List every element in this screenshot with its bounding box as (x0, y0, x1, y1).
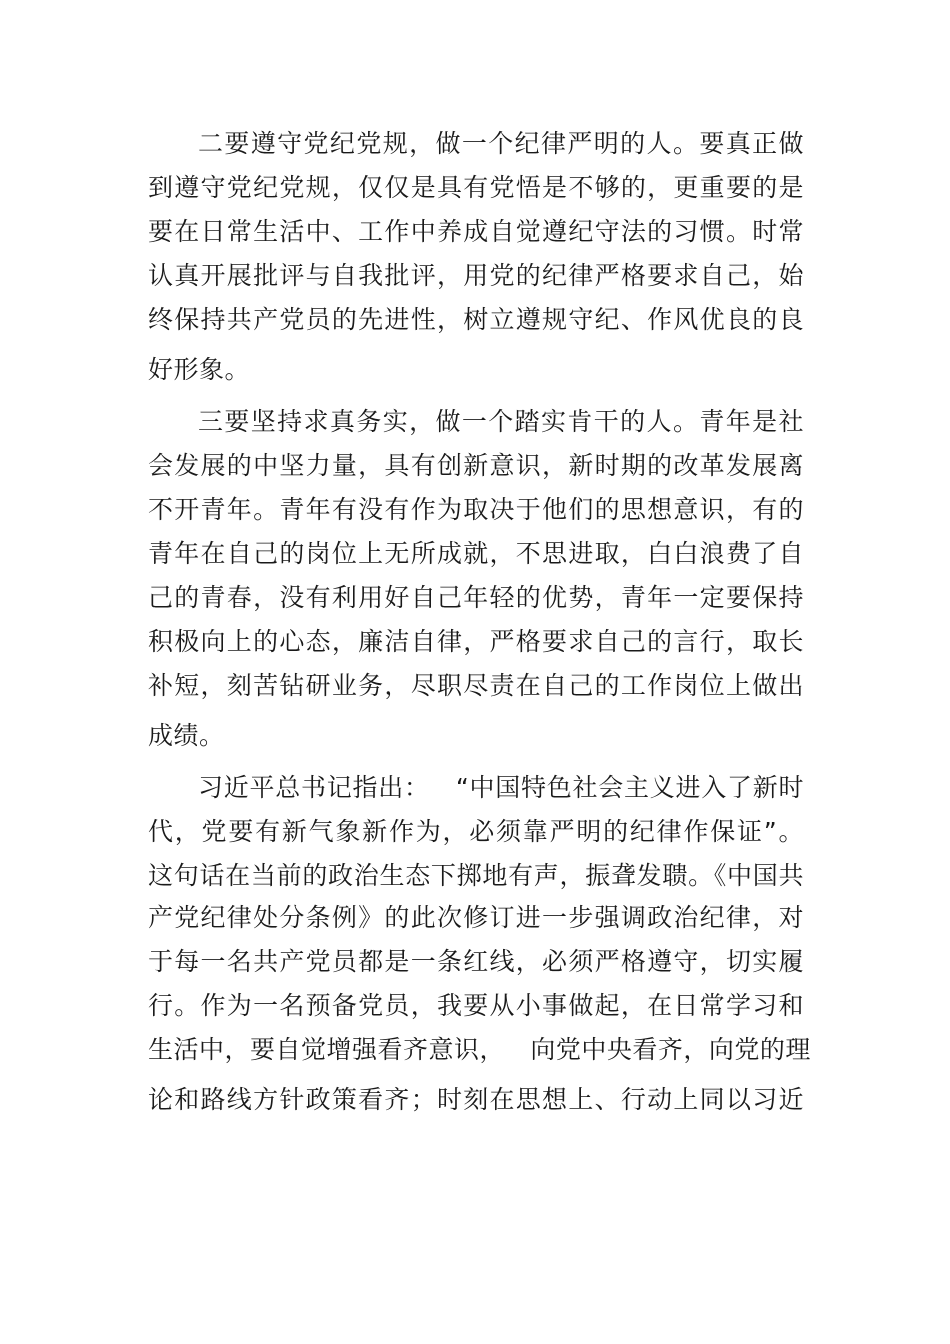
paragraph-3-line-4: 产党纪律处分条例》的此次修订进一步强调政治纪律，对 (148, 903, 804, 932)
paragraph-1-line-5: 终保持共产党员的先进性，树立遵规守纪、作风优良的良 (148, 305, 804, 334)
paragraph-2-line-4: 青年在自己的岗位上无所成就，不思进取，白白浪费了自 (148, 539, 804, 568)
paragraph-2-line-5: 己的青春，没有利用好自己年轻的优势，青年一定要保持 (148, 583, 804, 612)
paragraph-3-line-6: 行。作为一名预备党员，我要从小事做起，在日常学习和 (148, 991, 804, 1020)
paragraph-3-line-5: 于每一名共产党员都是一条红线，必须严格遵守，切实履 (148, 947, 804, 976)
paragraph-1-line-6: 好形象。 (148, 355, 251, 384)
paragraph-3-line-8: 论和路线方针政策看齐；时刻在思想上、行动上同以习近 (148, 1085, 804, 1114)
paragraph-1-line-3: 要在日常生活中、工作中养成自觉遵纪守法的习惯。时常 (148, 217, 804, 246)
paragraph-1-line-4: 认真开展批评与自我批评，用党的纪律严格要求自己，始 (148, 261, 804, 290)
paragraph-3-line-7: 生活中，要自觉增强看齐意识， 向党中央看齐，向党的理 (148, 1035, 811, 1064)
paragraph-2-line-1: 三要坚持求真务实，做一个踏实肯干的人。青年是社 (198, 407, 804, 436)
paragraph-3-line-2: 代，党要有新气象新作为，必须靠严明的纪律作保证”。 (148, 817, 804, 846)
paragraph-2-line-6: 积极向上的心态，廉洁自律，严格要求自己的言行，取长 (148, 627, 804, 656)
paragraph-1-line-1: 二要遵守党纪党规，做一个纪律严明的人。要真正做 (198, 129, 804, 158)
paragraph-2-line-7: 补短，刻苦钻研业务，尽职尽责在自己的工作岗位上做出 (148, 671, 804, 700)
paragraph-1-line-2: 到遵守党纪党规，仅仅是具有党悟是不够的，更重要的是 (148, 173, 804, 202)
paragraph-3-line-1: 习近平总书记指出： “中国特色社会主义进入了新时 (198, 773, 804, 802)
paragraph-2-line-2: 会发展的中坚力量，具有创新意识，新时期的改革发展离 (148, 451, 804, 480)
paragraph-3-line-3: 这句话在当前的政治生态下掷地有声，振聋发聩。《中国共 (148, 861, 804, 890)
paragraph-2-line-8: 成绩。 (148, 721, 225, 750)
paragraph-2-line-3: 不开青年。青年有没有作为取决于他们的思想意识，有的 (148, 495, 804, 524)
